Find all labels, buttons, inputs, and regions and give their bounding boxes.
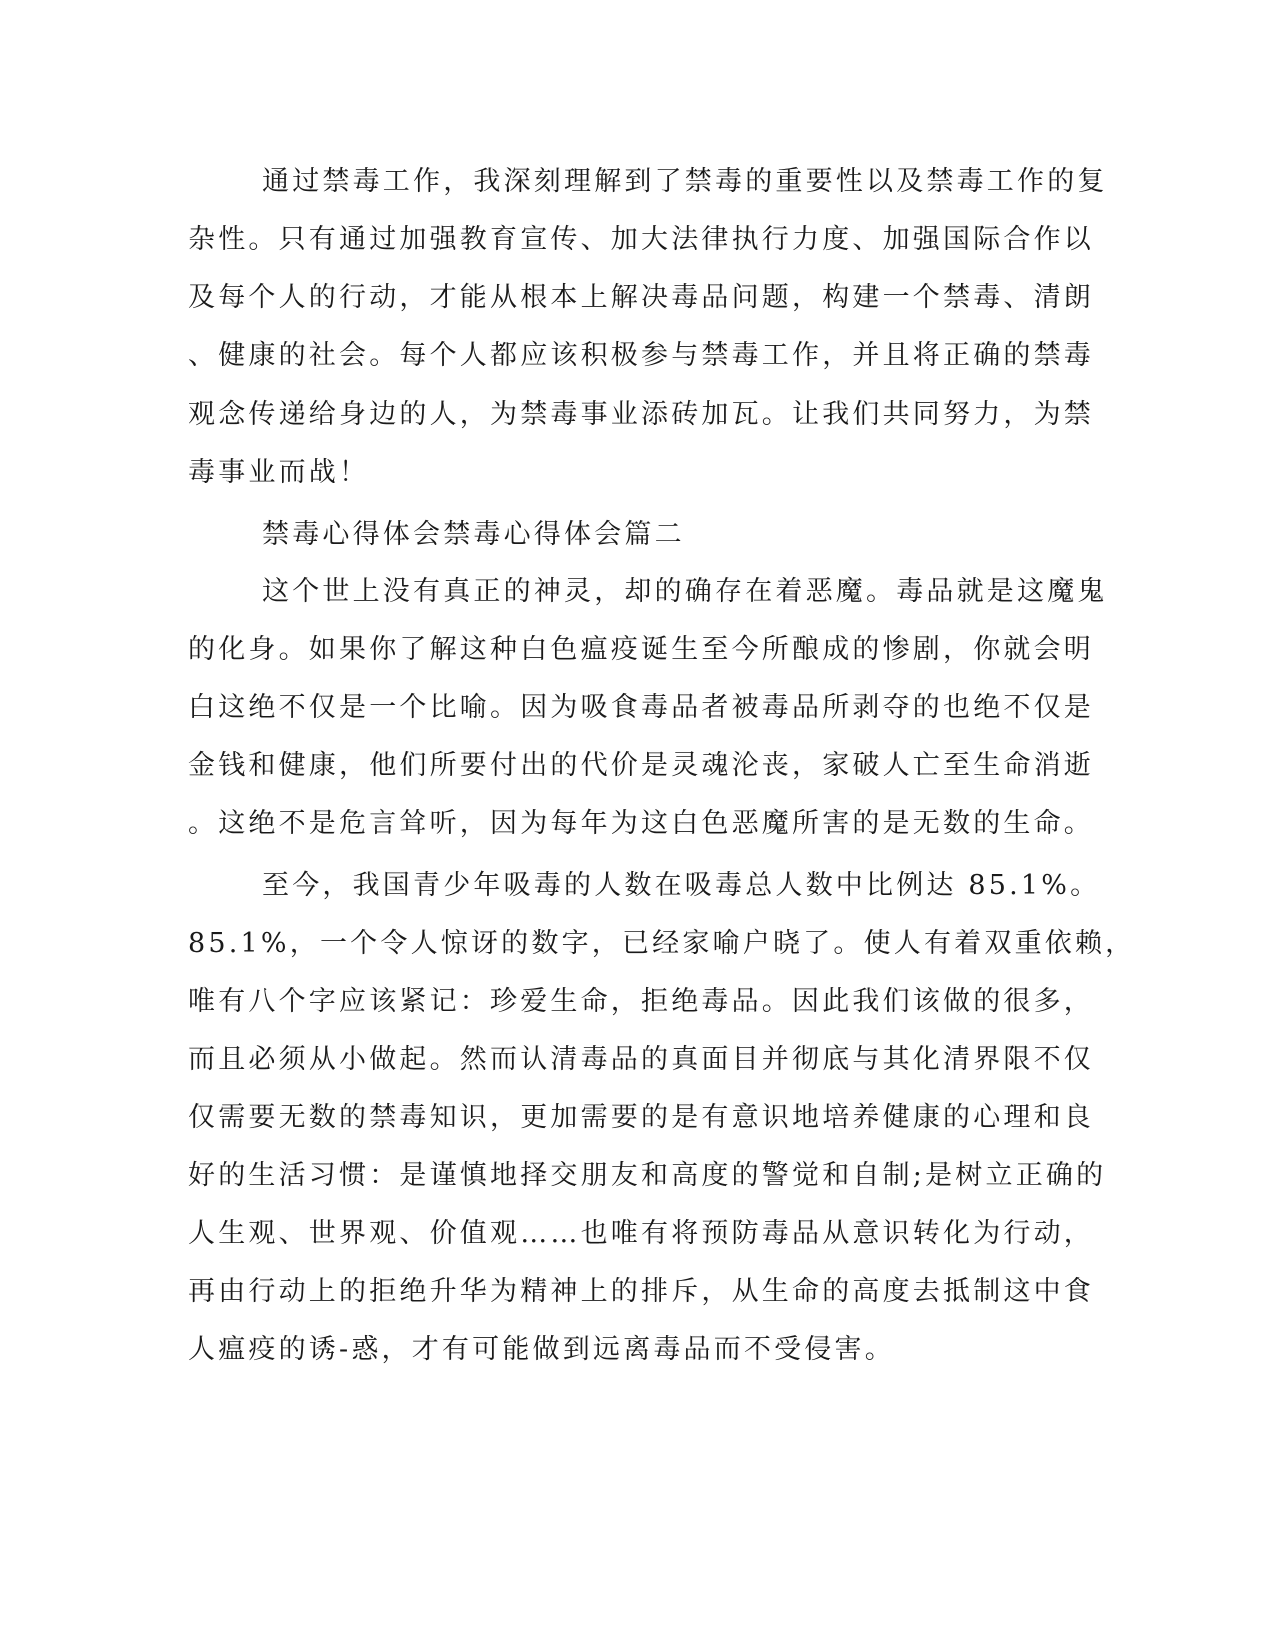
paragraph-3-line-9: 人瘟疫的诱-惑，才有可能做到远离毒品而不受侵害。 <box>188 1334 895 1365</box>
paragraph-3-line-4: 而且必须从小做起。然而认清毒品的真面目并彻底与其化清界限不仅 <box>188 1044 1094 1075</box>
paragraph-3-line-3: 唯有八个字应该紧记：珍爱生命，拒绝毒品。因此我们该做的很多， <box>188 986 1094 1017</box>
paragraph-1-line-2: 杂性。只有通过加强教育宣传、加大法律执行力度、加强国际合作以 <box>188 224 1094 255</box>
paragraph-2-line-1: 这个世上没有真正的神灵，却的确存在着恶魔。毒品就是这魔鬼 <box>262 576 1108 607</box>
paragraph-3-line-8: 再由行动上的拒绝升华为精神上的排斥，从生命的高度去抵制这中食 <box>188 1276 1094 1307</box>
paragraph-1-line-1: 通过禁毒工作，我深刻理解到了禁毒的重要性以及禁毒工作的复 <box>262 166 1108 197</box>
paragraph-3-line-2: 85.1%，一个令人惊讶的数字，已经家喻户晓了。使人有着双重依赖， <box>188 928 1136 959</box>
paragraph-2-line-4: 金钱和健康，他们所要付出的代价是灵魂沦丧，家破人亡至生命消逝 <box>188 750 1094 781</box>
paragraph-3-line-1: 至今，我国青少年吸毒的人数在吸毒总人数中比例达 85.1%。 <box>262 870 1101 901</box>
paragraph-3-line-7: 人生观、世界观、价值观……也唯有将预防毒品从意识转化为行动， <box>188 1218 1094 1249</box>
paragraph-2-line-2: 的化身。如果你了解这种白色瘟疫诞生至今所酿成的惨剧，你就会明 <box>188 634 1094 665</box>
section-heading: 禁毒心得体会禁毒心得体会篇二 <box>262 519 685 550</box>
paragraph-3-line-6: 好的生活习惯：是谨慎地择交朋友和高度的警觉和自制;是树立正确的 <box>188 1160 1107 1191</box>
paragraph-1-line-6: 毒事业而战！ <box>188 457 370 488</box>
paragraph-3-line-5: 仅需要无数的禁毒知识，更加需要的是有意识地培养健康的心理和良 <box>188 1102 1094 1133</box>
paragraph-1-line-5: 观念传递给身边的人，为禁毒事业添砖加瓦。让我们共同努力，为禁 <box>188 399 1094 430</box>
paragraph-1-line-4: 、健康的社会。每个人都应该积极参与禁毒工作，并且将正确的禁毒 <box>188 340 1094 371</box>
paragraph-2-line-5: 。这绝不是危言耸听，因为每年为这白色恶魔所害的是无数的生命。 <box>188 808 1094 839</box>
paragraph-2-line-3: 白这绝不仅是一个比喻。因为吸食毒品者被毒品所剥夺的也绝不仅是 <box>188 692 1094 723</box>
paragraph-1-line-3: 及每个人的行动，才能从根本上解决毒品问题，构建一个禁毒、清朗 <box>188 282 1094 313</box>
